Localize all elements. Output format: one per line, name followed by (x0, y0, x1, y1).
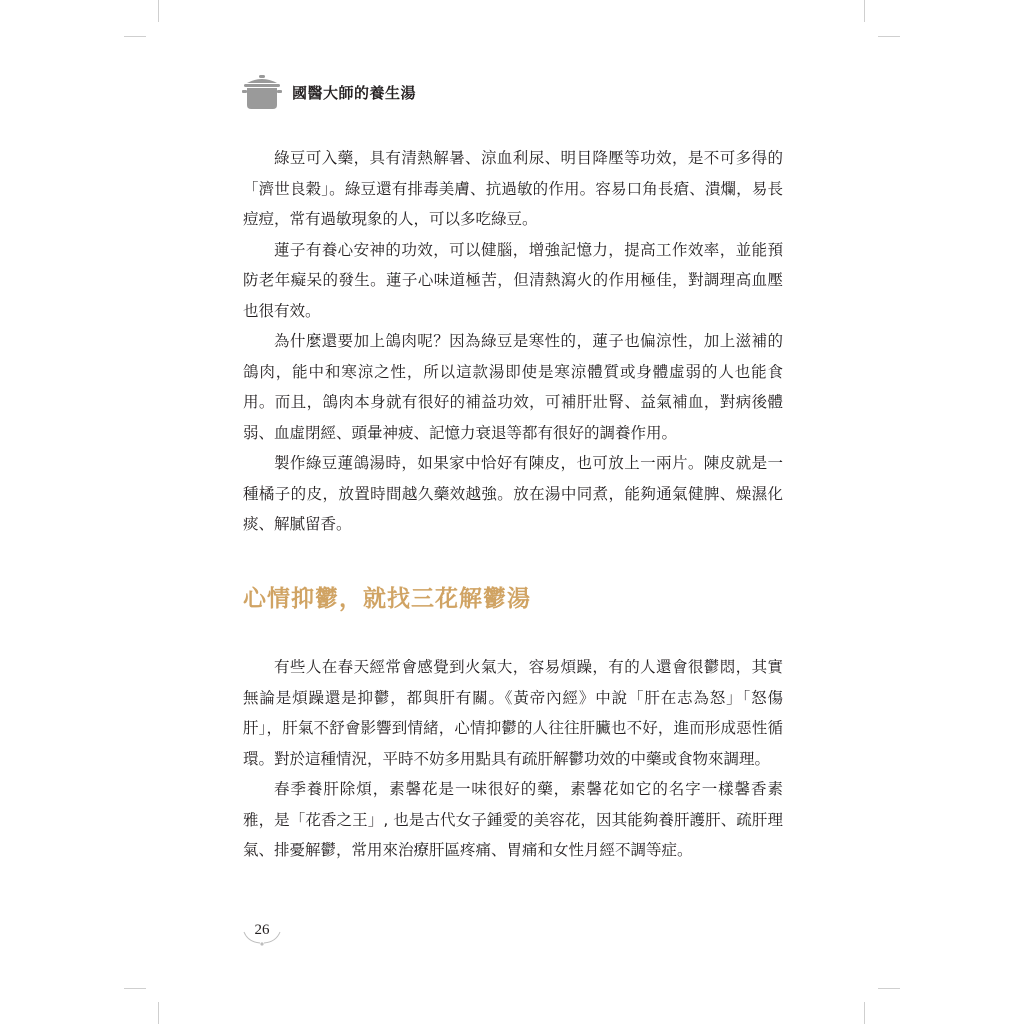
page-number: 26 (254, 922, 270, 938)
crop-mark (878, 988, 900, 989)
paragraph: 為什麼還要加上鴿肉呢？因為綠豆是寒性的，蓮子也偏涼性，加上滋補的鴿肉，能中和寒涼之性，所以這款湯即使是寒涼體質或身體虛弱的人也能食用。而且，鴿肉本身就有很好的補益功效，可補肝壯腎、益氣補血，對病後體弱、血虛閉經、頭暈神疲、記憶力衰退等都有很好的調養作用。 (243, 332, 783, 442)
crop-mark (124, 36, 146, 37)
crop-mark (124, 988, 146, 989)
crop-mark (878, 36, 900, 37)
paragraph: 製作綠豆蓮鴿湯時，如果家中恰好有陳皮，也可放上一兩片。陳皮就是一種橘子的皮，放置時間越久藥效越強。放在湯中同煮，能夠通氣健脾、燥濕化痰、解膩留香。 (243, 454, 783, 533)
section-2-body (243, 652, 783, 866)
crop-mark (158, 0, 159, 22)
crop-mark (864, 0, 865, 22)
paragraph: 蓮子有養心安神的功效，可以健腦，增強記憶力，提高工作效率，並能預防老年癡呆的發生。蓮子心味道極苦，但清熱瀉火的作用極佳，對調理高血壓也很有效。 (243, 240, 783, 320)
crop-mark (158, 1002, 159, 1024)
running-header (242, 72, 416, 112)
section-heading: 心情抑鬱，就找三花解鬱湯 (243, 586, 531, 612)
paragraph: 綠豆可入藥，具有清熱解暑、涼血利尿、明目降壓等功效，是不可多得的「濟世良穀」。綠豆還有排毒美膚、抗過敏的作用。容易口角長瘡、潰爛，易長痘痘，常有過敏現象的人，可以多吃綠豆。 (243, 149, 783, 228)
section-1-body (243, 143, 783, 540)
crop-mark (864, 1002, 865, 1024)
paragraph: 春季養肝除煩，素馨花是一味很好的藥，素馨花如它的名字一樣馨香素雅，是「花香之王」, 也是古代女子鍾愛的美容花，因其能夠養肝護肝、疏肝理氣、排憂解鬱，常用來治療肝區疼痛、胃痛和女性月經不調等症。 (243, 780, 783, 859)
paragraph: 有些人在春天經常會感覺到火氣大，容易煩躁，有的人還會很鬱悶，其實無論是煩躁還是抑鬱，都與肝有關。《黃帝內經》中說「肝在志為怒」「怒傷肝」，肝氣不舒會影響到情緒，心情抑鬱的人往往肝臟也不好，進而形成惡性循環。對於這種情況，平時不妨多用點具有疏肝解鬱功效的中藥或食物來調理。 (243, 658, 783, 768)
page-number-container (240, 916, 284, 950)
running-title: 國醫大師的養生湯 (292, 83, 417, 102)
pot-icon (242, 74, 282, 110)
